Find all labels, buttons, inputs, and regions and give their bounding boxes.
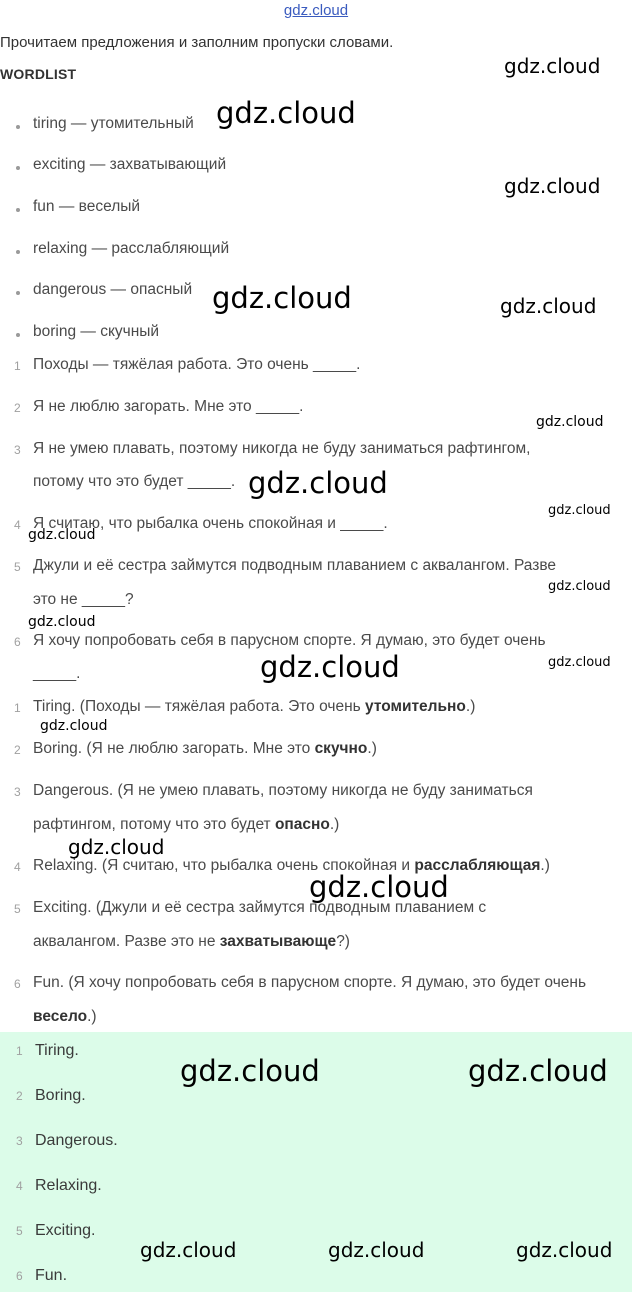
bullet-icon xyxy=(16,208,20,212)
watermark: gdz.cloud xyxy=(248,466,388,500)
answer-text: рафтингом, потому что это будет опасно.) xyxy=(33,816,340,833)
watermark: gdz.cloud xyxy=(216,96,356,130)
wordlist-item: tiring — утомительный xyxy=(33,115,194,132)
task-number: 6 xyxy=(14,635,21,649)
answer-number: 6 xyxy=(14,977,21,991)
bullet-icon xyxy=(16,125,20,129)
answer-text: весело.) xyxy=(33,1008,97,1025)
task-text: Я не люблю загорать. Мне это _____. xyxy=(33,398,304,415)
short-answer-text: Relaxing. xyxy=(35,1177,102,1194)
bullet-icon xyxy=(16,250,20,254)
bullet-icon xyxy=(16,291,20,295)
short-answer-number: 5 xyxy=(16,1224,23,1238)
watermark: gdz.cloud xyxy=(28,527,96,543)
watermark: gdz.cloud xyxy=(536,414,604,430)
answer-text: Exciting. (Джули и её сестра займутся подводным плаванием с xyxy=(33,899,487,916)
task-text: Я хочу попробовать себя в парусном спорте. Я думаю, это будет очень xyxy=(33,632,546,649)
short-answer-number: 3 xyxy=(16,1134,23,1148)
answer-text: аквалангом. Разве это не захватывающе?) xyxy=(33,933,350,950)
watermark: gdz.cloud xyxy=(548,503,611,518)
watermark: gdz.cloud xyxy=(504,54,601,78)
bullet-icon xyxy=(16,333,20,337)
intro-text: Прочитаем предложения и заполним пропуски словами. xyxy=(0,34,394,51)
watermark: gdz.cloud xyxy=(180,1054,320,1088)
short-answer-number: 4 xyxy=(16,1179,23,1193)
top-link[interactable]: gdz.cloud xyxy=(283,2,349,19)
watermark: gdz.cloud xyxy=(140,1238,237,1262)
watermark: gdz.cloud xyxy=(328,1238,425,1262)
wordlist-item: boring — скучный xyxy=(33,323,160,340)
watermark: gdz.cloud xyxy=(28,614,96,630)
short-answer-text: Tiring. xyxy=(35,1042,79,1059)
watermark: gdz.cloud xyxy=(504,174,601,198)
wordlist-title: WORDLIST xyxy=(0,66,77,82)
task-text: это не _____? xyxy=(33,591,134,608)
answer-number: 5 xyxy=(14,902,21,916)
task-text: Я не умею плавать, поэтому никогда не буду заниматься рафтингом, xyxy=(33,440,531,457)
answer-number: 4 xyxy=(14,860,21,874)
task-number: 2 xyxy=(14,401,21,415)
watermark: gdz.cloud xyxy=(548,579,611,594)
task-text: потому что это будет _____. xyxy=(33,473,236,490)
short-answer-number: 2 xyxy=(16,1089,23,1103)
task-text: _____. xyxy=(33,665,81,682)
answer-text: Boring. (Я не люблю загорать. Мне это скучно.) xyxy=(33,740,377,757)
task-number: 3 xyxy=(14,443,21,457)
watermark: gdz.cloud xyxy=(548,655,611,670)
watermark: gdz.cloud xyxy=(68,835,165,859)
wordlist-item: relaxing — расслабляющий xyxy=(33,240,230,257)
watermark: gdz.cloud xyxy=(40,718,108,734)
watermark: gdz.cloud xyxy=(516,1238,613,1262)
short-answer-text: Fun. xyxy=(35,1267,68,1284)
answer-number: 2 xyxy=(14,743,21,757)
answer-text: Tiring. (Походы — тяжёлая работа. Это очень утомительно.) xyxy=(33,698,476,715)
watermark: gdz.cloud xyxy=(309,870,449,904)
task-text: Джули и её сестра займутся подводным плаванием с аквалангом. Разве xyxy=(33,557,557,574)
short-answer-text: Dangerous. xyxy=(35,1132,118,1149)
short-answer-number: 1 xyxy=(16,1044,23,1058)
answer-text: Relaxing. (Я считаю, что рыбалка очень спокойная и расслабляющая.) xyxy=(33,857,550,874)
task-text: Походы — тяжёлая работа. Это очень _____. xyxy=(33,356,361,373)
watermark: gdz.cloud xyxy=(468,1054,608,1088)
task-number: 1 xyxy=(14,359,21,373)
answer-number: 3 xyxy=(14,785,21,799)
answer-text: Dangerous. (Я не умею плавать, поэтому никогда не буду заниматься xyxy=(33,782,533,799)
short-answer-number: 6 xyxy=(16,1269,23,1283)
wordlist-item: fun — веселый xyxy=(33,198,141,215)
watermark: gdz.cloud xyxy=(500,294,597,318)
bullet-icon xyxy=(16,166,20,170)
task-number: 4 xyxy=(14,518,21,532)
answer-text: Fun. (Я хочу попробовать себя в парусном спорте. Я думаю, это будет очень xyxy=(33,974,587,991)
wordlist-item: exciting — захватывающий xyxy=(33,156,227,173)
task-text: Я считаю, что рыбалка очень спокойная и _____. xyxy=(33,515,388,532)
wordlist-item: dangerous — опасный xyxy=(33,281,193,298)
watermark: gdz.cloud xyxy=(212,281,352,315)
short-answer-text: Boring. xyxy=(35,1087,86,1104)
task-number: 5 xyxy=(14,560,21,574)
short-answer-text: Exciting. xyxy=(35,1222,96,1239)
watermark: gdz.cloud xyxy=(260,650,400,684)
answer-number: 1 xyxy=(14,701,21,715)
